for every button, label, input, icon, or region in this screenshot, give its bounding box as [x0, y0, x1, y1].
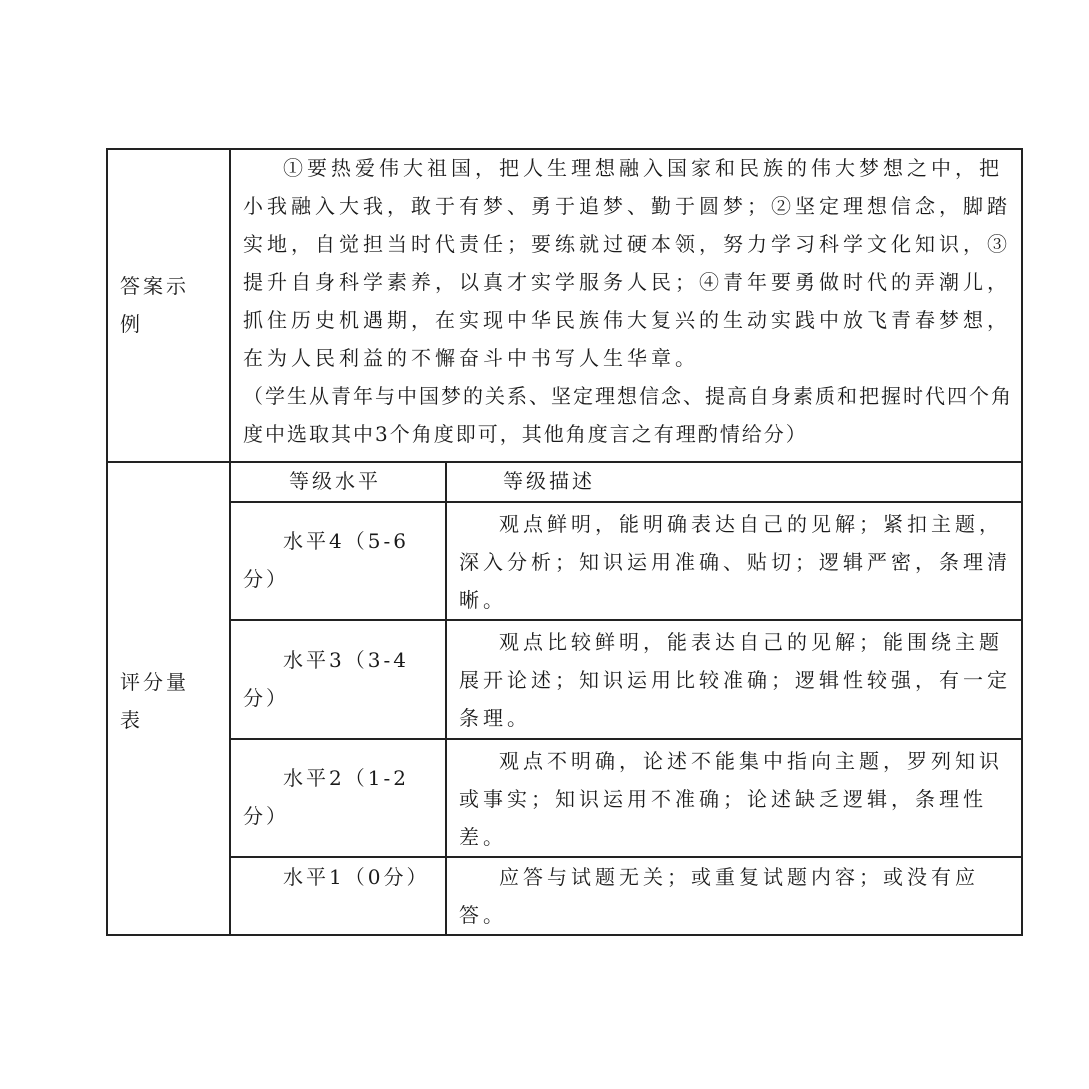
- scoring-table: [106, 148, 1023, 936]
- level-column-divider: [445, 461, 447, 936]
- level-3: 水平3（3-4分）: [243, 648, 409, 710]
- row-divider-2: [229, 738, 1023, 740]
- table-border-bottom: [106, 934, 1023, 936]
- description-level-2: 观点不明确，论述不能集中指向主题，罗列知识或事实；知识运用不准确；论述缺乏逻辑，条理性差。: [459, 749, 1003, 849]
- header-level: 等级水平: [289, 469, 381, 493]
- description-level-4: 观点鲜明，能明确表达自己的见解；紧扣主题，深入分析；知识运用准确、贴切；逻辑严密，条理清晰。: [459, 512, 1011, 612]
- level-4: 水平4（5-6分）: [243, 529, 409, 591]
- answer-example-label: 答案示例: [120, 274, 189, 336]
- description-level-1: 应答与试题无关；或重复试题内容；或没有应答。: [459, 865, 979, 927]
- header-row-divider: [229, 501, 1023, 503]
- level-2: 水平2（1-2分）: [243, 766, 409, 828]
- table-border-right: [1021, 148, 1023, 936]
- scoring-scale-label: 评分量表: [120, 670, 189, 732]
- level-1: 水平1（0分）: [283, 865, 430, 889]
- label-column-divider: [229, 148, 231, 936]
- answer-example-note: （学生从青年与中国梦的关系、坚定理想信念、提高自身素质和把握时代四个角度中选取其中3个角度即可，其他角度言之有理酌情给分）: [243, 384, 1013, 446]
- header-description: 等级描述: [503, 469, 595, 493]
- answer-example-paragraph: ①要热爱伟大祖国，把人生理想融入国家和民族的伟大梦想之中，把小我融入大我，敢于有梦、勇于追梦、勤于圆梦；②坚定理想信念，脚踏实地，自觉担当时代责任；要练就过硬本领，努力学习科学文化知识，③提升自身科学素养，以真才实学服务人民；④青年要勇做时代的弄潮儿，抓住历史机遇期，在实现中华民族伟大复兴的生动实践中放飞青春梦想，在为人民利益的不懈奋斗中书写人生华章。: [243, 156, 1011, 370]
- row-divider-1: [229, 619, 1023, 621]
- description-level-3: 观点比较鲜明，能表达自己的见解；能围绕主题展开论述；知识运用比较准确；逻辑性较强，有一定条理。: [459, 630, 1011, 730]
- table-border-left: [106, 148, 108, 936]
